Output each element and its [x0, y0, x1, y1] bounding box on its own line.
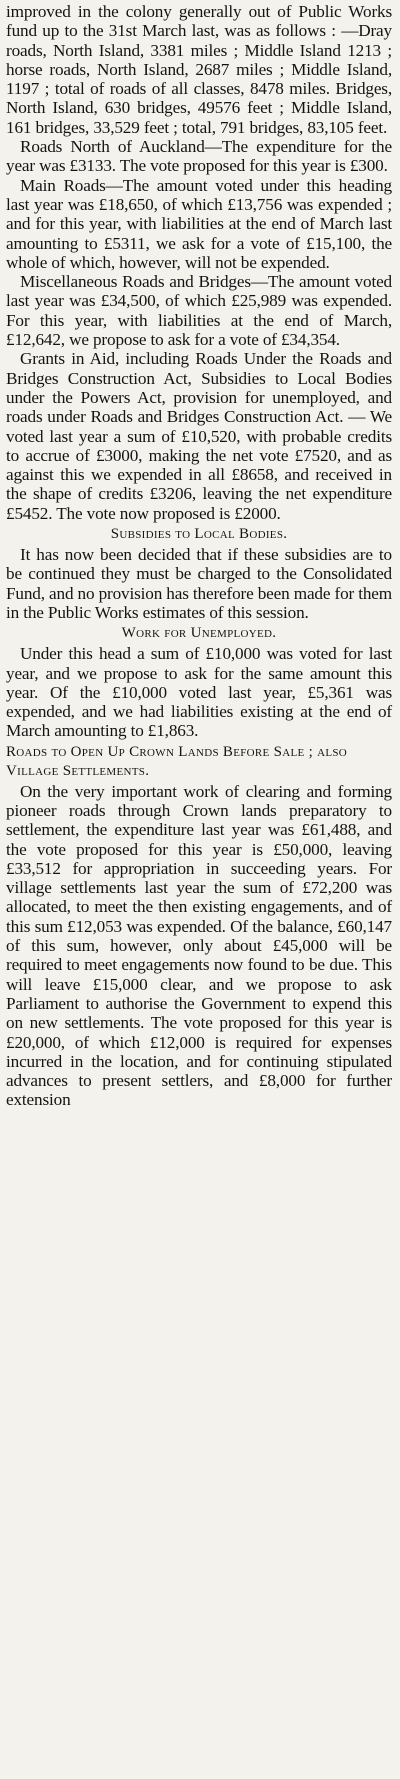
heading-work-for-unemployed: Work for Unemployed. [121, 625, 277, 642]
paragraph-subsidies: It has now been decided that if these subsidies are to be continued they must be charged to the Consolidated Fund, and no provision has therefore been made for them in the Public Works estimates of this session. [6, 545, 392, 622]
paragraph-miscellaneous-roads: Miscellaneous Roads and Bridges—The amount voted last year was £34,500, of which £25,989 was expended. For this year, with liabilities at the end of March, £12,642, we propose to ask for a vote of £34,354. [6, 272, 392, 350]
heading-subsidies: Subsidies to Local Bodies. [110, 526, 288, 543]
paragraph-grants-in-aid: Grants in Aid, including Roads Under the Roads and Bridges Construction Act, Subsidies to Local Bodies under the Powers Act, provision for unemployed, and roads under Roads and Bridges Construction Act. — We voted last year a sum of £10,520, with probable credits to accrue of £3000, making the net vote £7520, and as against this we expended in all £8658, and received in the shape of credits £3206, leaving the net expenditure £5452. The vote now proposed is £2000. [6, 349, 392, 523]
paragraph-roads-summary: improved in the colony generally out of Public Works fund up to the 31st March last, was as follows : —Dray roads, North Island, 3381 miles ; Middle Island 1213 ; horse roads, North Island, 2687 miles ; Middle Island, 1197 ; total of roads of all classes, 8478 miles. Bridges, North Island, 630 bridges, 49576 feet ; Middle Island, 161 bridges, 33,529 feet ; total, 791 bridges, 83,105 feet. [6, 2, 392, 137]
heading-crown-lands-roads: Roads to Open Up Crown Lands Before Sale ; also Village Settlements. [6, 743, 348, 779]
paragraph-main-roads: Main Roads—The amount voted under this heading last year was £18,650, of which £13,756 was expended ; and for this year, with liabilities at the end of March last amounting to £5311, we ask for a vote of £15,100, the whole of which, however, will not be expended. [6, 175, 392, 272]
paragraph-work-for-unemployed: Under this head a sum of £10,000 was voted for last year, and we propose to ask for the same amount this year. Of the £10,000 voted last year, £5,361 was expended, and we had liabilities existing at the end of March amounting to £1,863. [6, 644, 392, 741]
paragraph-roads-north-of-auckland: Roads North of Auckland—The expenditure for the year was £3133. The vote proposed for this year is £300. [6, 137, 392, 176]
paragraph-crown-lands-roads: On the very important work of clearing and forming pioneer roads through Crown lands preparatory to settlement, the expenditure last year was £61,488, and the vote proposed for this year is £50,000, leaving £33,512 for appropriation in succeeding years. For village settlements last year the sum of £72,200 was allocated, to meet the then existing engagements, and of this sum £12,053 was expended. Of the balance, £60,147 of this sum, however, only about £45,000 will be required to meet engagements now found to be due. This will leave £15,000 clear, and we propose to ask Parliament to authorise the Government to expend this on new settlements. The vote proposed for this year is £20,000, of which £12,000 is required for expenses incurred in the location, and for continuing stipulated advances to present settlers, and £8,000 for further extension [6, 781, 392, 1110]
